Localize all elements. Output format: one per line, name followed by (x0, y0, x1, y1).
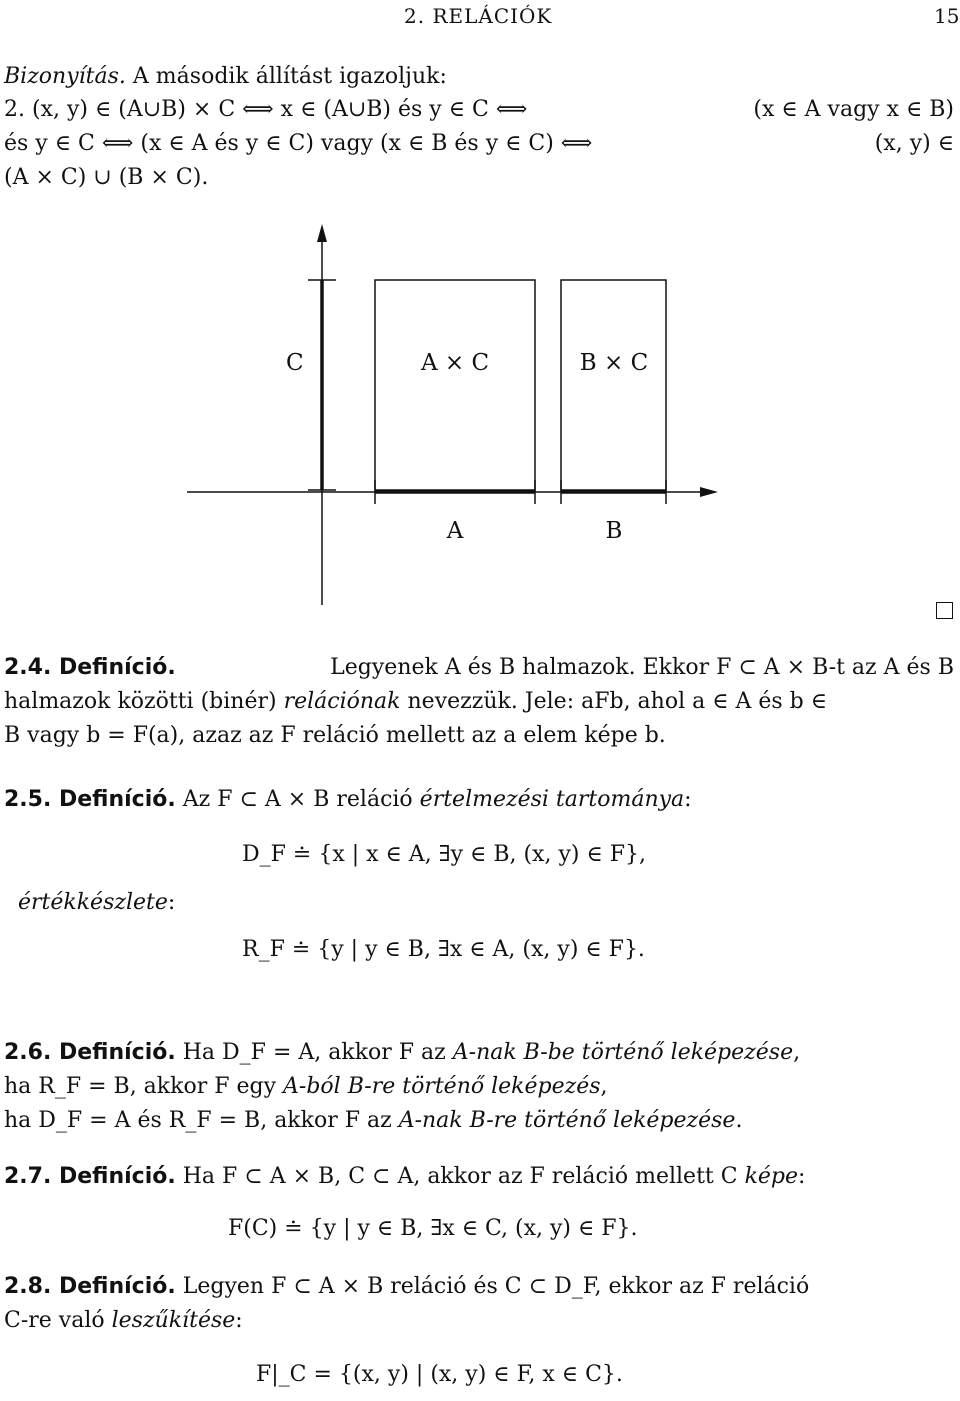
def-2-8-line-2-pre: C-re való (4, 1308, 105, 1333)
formula-range: R_F ≐ {y | y ∈ B, ∃x ∈ A, (x, y) ∈ F}. (242, 937, 645, 962)
def-2-6-line-1 (4, 1040, 800, 1066)
x-axis-arrow (700, 487, 718, 497)
proof-line-1 (4, 64, 447, 90)
def-2-6-line-2-post: , (600, 1074, 608, 1099)
def-2-5-line (4, 787, 692, 813)
formula-domain: D_F ≐ {x | x ∈ A, ∃y ∈ B, (x, y) ∈ F}, (242, 842, 646, 867)
label-axc: A × C (420, 350, 490, 376)
proof-label: Bizonyítás. (4, 64, 126, 89)
def-2-6-line-3-pre: ha D_F = A és R_F = B, akkor F az (4, 1108, 392, 1133)
formula-restriction: F|_C = {(x, y) | (x, y) ∈ F, x ∈ C}. (256, 1362, 623, 1387)
label-bxc: B × C (579, 350, 649, 376)
def-2-8-number: 2.8. Definíció. (4, 1274, 176, 1299)
def-2-4-term: relációnak (283, 689, 401, 714)
label-c: C (286, 350, 304, 376)
def-2-6-line-1-pre: Ha D_F = A, akkor F az (182, 1040, 446, 1065)
y-axis-arrow (317, 224, 327, 242)
def-2-7-line (4, 1164, 805, 1190)
proof-line-2-left: 2. (x, y) ∈ (A∪B) × C ⟺ x ∈ (A∪B) és y ∈ C ⟺ (4, 97, 528, 122)
proof-line-3-left: és y ∈ C ⟺ (x ∈ A és y ∈ C) vagy (x ∈ B és y ∈ C) ⟺ (4, 131, 593, 156)
proof-line-4: (A × C) ∪ (B × C). (4, 165, 209, 190)
def-2-4-line-3: B vagy b = F(a), azaz az F reláció mellett az a elem képe b. (4, 723, 666, 748)
def-2-8-line-2-post: : (235, 1308, 243, 1333)
label-a: A (446, 518, 464, 544)
def-2-6-line-3-term: A-nak B-re történő leképezése (398, 1108, 736, 1133)
def-2-7-post: : (798, 1164, 806, 1189)
def-2-8-term: leszűkítése (111, 1308, 236, 1333)
def-2-5-term: értelmezési tartománya (419, 787, 685, 812)
def-2-5-post: : (684, 787, 692, 812)
bxc-rectangle (561, 280, 666, 490)
def-2-7-term: képe (744, 1164, 799, 1189)
formula-image: F(C) ≐ {y | y ∈ B, ∃x ∈ C, (x, y) ∈ F}. (228, 1216, 638, 1241)
def-2-8-line-1-rest: Legyen F ⊂ A × B reláció és C ⊂ D_F, ekkor az F reláció (182, 1274, 810, 1299)
def-2-4-number: 2.4. Definíció. (4, 655, 176, 680)
def-2-6-line-3-post: . (735, 1108, 743, 1133)
def-2-8-line-2 (4, 1308, 243, 1334)
def-2-6-line-1-term: A-nak B-be történő leképezése (452, 1040, 794, 1065)
proof-intro: A második állítást igazoljuk: (132, 64, 447, 89)
def-2-6-line-3 (4, 1108, 742, 1134)
page-number: 15 (934, 4, 960, 28)
def-2-4-line-1 (4, 655, 954, 681)
def-2-7-number: 2.7. Definíció. (4, 1164, 176, 1189)
axc-rectangle (375, 280, 535, 490)
def-2-6-line-2 (4, 1074, 608, 1100)
def-2-4-line-2-pre: halmazok közötti (binér) (4, 689, 277, 714)
def-2-5-pre: Az F ⊂ A × B reláció (182, 787, 413, 812)
range-label-line (18, 890, 175, 916)
proof-line-2 (4, 97, 954, 123)
def-2-6-line-2-term: A-ból B-re történő leképezés (283, 1074, 601, 1099)
range-label: értékkészlete (18, 890, 168, 915)
def-2-7-pre: Ha F ⊂ A × B, C ⊂ A, akkor az F reláció mellett C (182, 1164, 738, 1189)
def-2-4-line-2-post: nevezzük. Jele: aFb, ahol a ∈ A és b ∈ (407, 689, 828, 714)
def-2-4-line-2 (4, 689, 827, 715)
def-2-6-line-1-post: , (793, 1040, 801, 1065)
def-2-8-line-1 (4, 1274, 809, 1300)
def-2-5-number: 2.5. Definíció. (4, 787, 176, 812)
qed-box (936, 602, 953, 619)
running-header-title: 2. RELÁCIÓK (404, 4, 553, 28)
def-2-4-line-1-rest: Legyenek A és B halmazok. Ekkor F ⊂ A × B-t az A és B (330, 655, 954, 680)
proof-line-3-right: (x, y) ∈ (874, 131, 954, 156)
proof-line-3 (4, 131, 954, 157)
cartesian-product-figure (0, 210, 960, 630)
range-colon: : (167, 890, 176, 915)
label-b: B (605, 518, 623, 544)
def-2-6-line-2-pre: ha R_F = B, akkor F egy (4, 1074, 277, 1099)
proof-line-2-right: (x ∈ A vagy x ∈ B) (753, 97, 954, 122)
def-2-6-number: 2.6. Definíció. (4, 1040, 176, 1065)
